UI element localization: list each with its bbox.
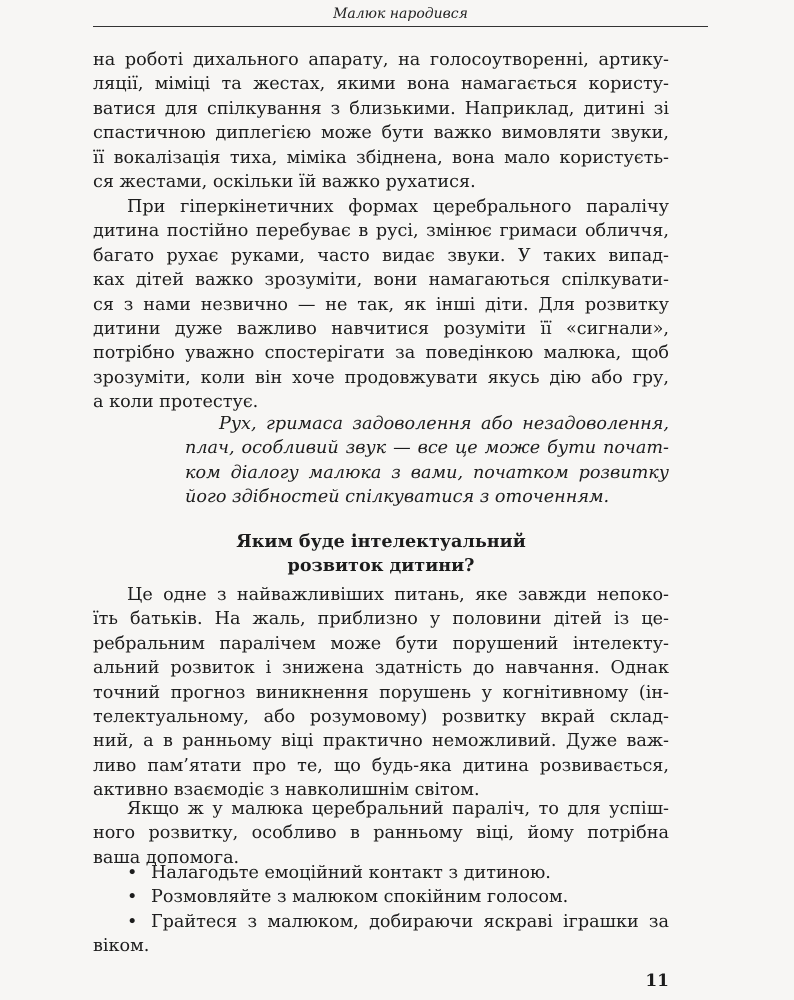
quote-line: ком діалогу малюка з вами, початком розвитку (185, 462, 669, 483)
bullet-text-continuation: віком. (93, 936, 150, 957)
text-line: телектуальному, або розумовому) розвитку вкрай склад- (93, 707, 669, 728)
text-line: багато рухає руками, часто видає звуки. У таких випад- (93, 245, 669, 266)
text-line: дитина постійно перебуває в русі, змінює гримаси обличчя, (93, 221, 669, 242)
text-line: на роботі дихального апарату, на голосоутворенні, артику- (93, 50, 669, 70)
text-line: Якщо ж у малюка церебральний параліч, то для успіш- (127, 799, 669, 819)
paragraph (93, 195, 669, 415)
section-heading (93, 530, 669, 579)
text-line: ся жестами, оскільки їй важко рухатися. (93, 172, 476, 193)
bullet-text: Налагодьте емоційний контакт з дитиною. (151, 863, 551, 883)
highlighted-quote (185, 412, 669, 510)
quote-line: його здібностей спілкуватися з оточенням. (185, 487, 610, 508)
bullet-text: Розмовляйте з малюком спокійним голосом. (151, 887, 569, 908)
running-header (93, 3, 708, 27)
bullet-icon: • (127, 863, 138, 883)
bullet-icon: • (127, 887, 138, 908)
text-line: ребральним паралічем може бути порушений інтелекту- (93, 633, 669, 654)
text-line: ного розвитку, особливо в ранньому віці, йому потрібна (93, 823, 669, 844)
text-line: спастичною диплегією може бути важко вимовляти звуки, (93, 123, 669, 144)
bullet-icon: • (127, 911, 138, 932)
text-line: ся з нами незвично — не так, як інші діти. Для розвитку (93, 294, 669, 315)
bullet-item (93, 885, 669, 909)
text-line: активно взаємодіє з навколишнім світом. (93, 780, 480, 801)
text-line: альний розвиток і знижена здатність до навчання. Однак (93, 658, 669, 679)
text-line: ках дітей важко зрозуміти, вони намагаються спілкувати- (93, 270, 669, 291)
running-title: Малюк народився (333, 6, 468, 22)
text-line: При гіперкінетичних формах церебрального паралічу (127, 197, 669, 217)
text-line: а коли протестує. (93, 392, 259, 413)
page-number: 11 (645, 971, 669, 991)
section-heading-line: Яким буде інтелектуальний (236, 531, 526, 552)
paragraph (93, 48, 669, 194)
bullet-item (93, 861, 669, 885)
paragraph (93, 797, 669, 870)
text-line: ний, а в ранньому віці практично неможливий. Дуже важ- (93, 731, 669, 752)
bullet-item (93, 910, 669, 959)
quote-line: плач, особливий звук — все це може бути почат- (185, 438, 669, 459)
section-heading-line: розвиток дитини? (287, 555, 475, 577)
text-line: дитини дуже важливо навчитися розуміти її «сигнали», (93, 319, 669, 340)
text-line: її вокалізація тиха, міміка збіднена, вона мало користуєть- (93, 147, 669, 168)
text-line: потрібно уважно спостерігати за поведінкою малюка, щоб (93, 343, 669, 364)
text-line: ляції, міміці та жестах, якими вона намагається користу- (93, 74, 669, 95)
paragraph (93, 583, 669, 803)
text-line: ваша допомога. (93, 847, 240, 868)
text-line: Це одне з найважливіших питань, яке завжди непоко- (127, 585, 669, 605)
bullet-text: Грайтеся з малюком, добираючи яскраві іграшки за (151, 911, 669, 932)
text-line: їть батьків. На жаль, приблизно у половини дітей із це- (93, 609, 669, 630)
bullet-list (93, 861, 669, 959)
text-line: ватися для спілкування з близькими. Наприклад, дитині зі (93, 98, 669, 119)
quote-line: Рух, гримаса задоволення або незадоволення, (219, 414, 669, 434)
text-line: точний прогноз виникнення порушень у когнітивному (ін- (93, 682, 669, 703)
text-line: зрозуміти, коли він хоче продовжувати якусь дію або гру, (93, 367, 669, 388)
text-line: ливо пам’ятати про те, що будь-яка дитина розвивається, (93, 755, 669, 776)
